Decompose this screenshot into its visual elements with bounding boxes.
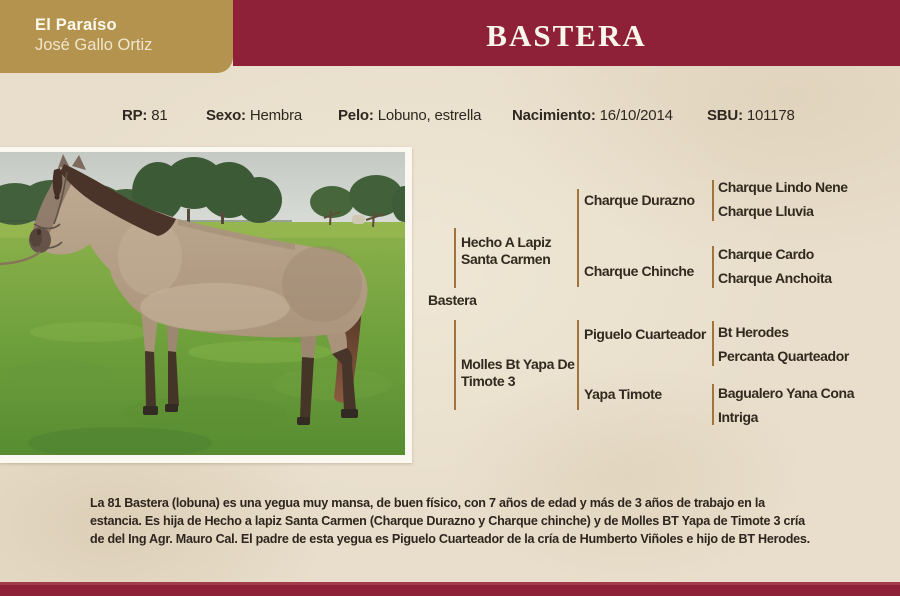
hay-bale — [352, 215, 365, 224]
info-rp — [122, 107, 168, 124]
info-rp-value: 81 — [151, 107, 168, 124]
info-rp-label: RP: — [122, 107, 148, 124]
pedigree-line-gen3-b — [712, 246, 714, 288]
pedigree-subject: Bastera — [428, 292, 477, 308]
info-nacimiento — [512, 107, 673, 124]
pedigree-gen3-a2: Charque Lluvia — [718, 203, 814, 219]
pedigree-gen3-a1: Charque Lindo Nene — [718, 179, 848, 195]
farm-name: El Paraíso — [35, 16, 117, 34]
info-sbu-label: SBU: — [707, 107, 743, 124]
pedigree-gen3-c2: Percanta Quarteador — [718, 348, 849, 364]
pedigree-gen3-pair-c — [718, 320, 849, 368]
breeder-box — [0, 0, 233, 73]
pedigree-gen3-d2: Intriga — [718, 409, 758, 425]
horse-photo — [0, 147, 412, 463]
title-banner — [233, 0, 900, 66]
pedigree-gen3-pair-b — [718, 242, 832, 290]
info-sexo-value: Hembra — [249, 107, 303, 124]
description-text: La 81 Bastera (lobuna) es una yegua muy mansa, de buen físico, con 7 años de edad y más de 3 años de trabajo en la estancia. Es hija de Hecho a lapiz Santa Carmen (Charque Durazno y Charque chinche) y de Molles BT Yapa de Timote 3 cría de del Ing Agr. Mauro Cal. El padre de esta yegua es Piguelo Cuarteador de la cría de Humberto Viñoles e hijo de BT Herodes. — [90, 496, 810, 546]
pedigree-gen2-0: Charque Durazno — [584, 192, 695, 208]
pedigree-line-gen3-c — [712, 321, 714, 366]
info-sbu-value: 101178 — [746, 107, 795, 124]
pedigree-gen3-c1: Bt Herodes — [718, 324, 789, 340]
pedigree-gen3-b1: Charque Cardo — [718, 246, 814, 262]
info-nacimiento-label: Nacimiento: — [512, 107, 596, 124]
info-nacimiento-value: 16/10/2014 — [599, 107, 673, 124]
pedigree-gen2-2: Piguelo Cuarteador — [584, 326, 706, 342]
pedigree-line-gen3-d — [712, 384, 714, 425]
info-sbu — [707, 107, 795, 124]
bottom-bar — [0, 582, 900, 596]
info-pelo-label: Pelo: — [338, 107, 374, 124]
horse-name-title: BASTERA — [486, 17, 647, 53]
pedigree-gen3-d1: Bagualero Yana Cona — [718, 385, 855, 401]
pedigree-gen3-pair-d — [718, 381, 854, 429]
pedigree-dam: Molles Bt Yapa De Timote 3 — [461, 356, 575, 389]
pedigree-gen3-b2: Charque Anchoita — [718, 270, 832, 286]
pedigree-line-gen2-top — [577, 189, 579, 287]
horse-photo-scene — [0, 152, 405, 455]
info-sexo — [206, 107, 302, 124]
info-pelo-value: Lobuno, estrella — [377, 107, 482, 124]
pedigree-gen2-3: Yapa Timote — [584, 386, 662, 402]
pedigree-sire: Hecho A Lapiz Santa Carmen — [461, 234, 552, 267]
pedigree-line-gen3-a — [712, 180, 714, 221]
pedigree-gen3-pair-a — [718, 175, 848, 223]
info-pelo — [338, 107, 481, 124]
pedigree-gen2-1: Charque Chinche — [584, 263, 694, 279]
pedigree-line-dam — [454, 320, 456, 410]
owner-name: José Gallo Ortiz — [35, 36, 153, 54]
info-sexo-label: Sexo: — [206, 107, 246, 124]
pedigree-line-sire — [454, 228, 456, 288]
